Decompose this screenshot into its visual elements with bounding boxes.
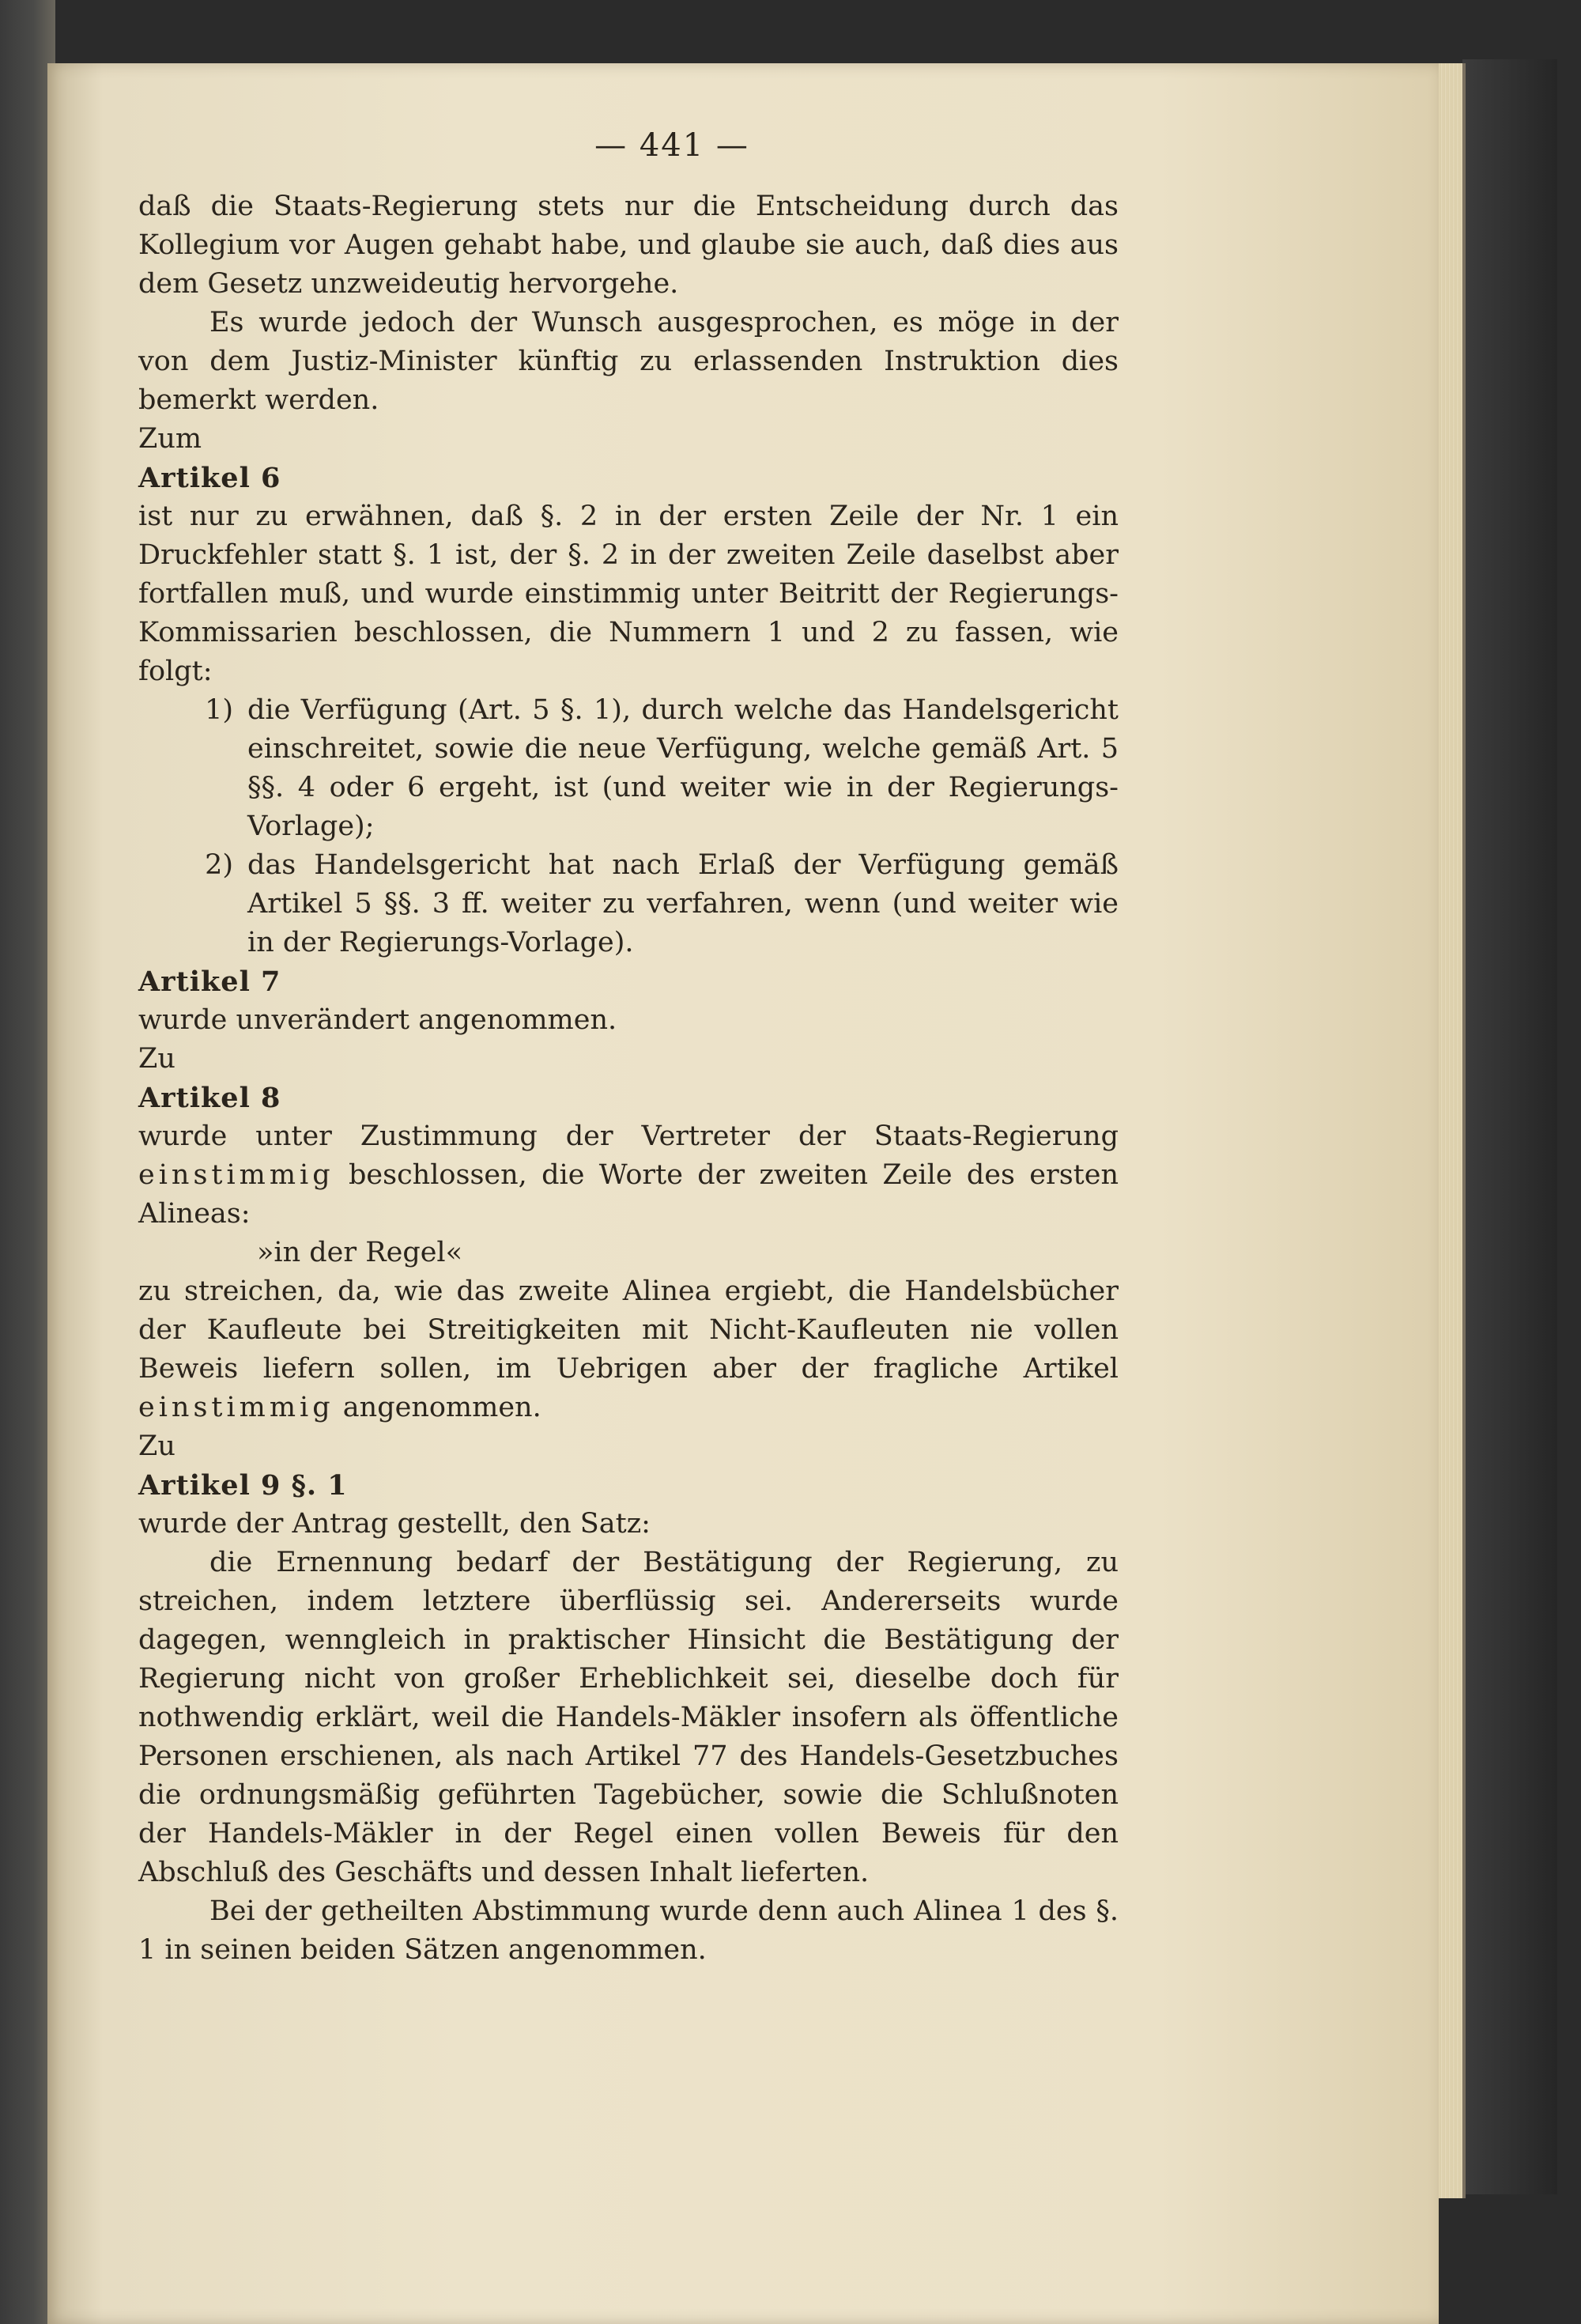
book-cover-edge — [1462, 59, 1557, 2194]
article-heading: Artikel 9 §. 1 — [138, 1469, 348, 1502]
paragraph: die Ernennung bedarf der Bestätigung der Regierung, zu streichen, indem letztere überflüssig sei. Andererseits wurde dagegen, wenngleich in praktischer Hinsicht die Bestätigung der Regierung nicht von großer Erheblichkeit sei, dieselbe doch für nothwendig erklärt, weil die Handels-Mäkler insofern als öffentliche Personen erschienen, als nach Artikel 77 des Handels-Gesetzbuches die ordnungsmäßig geführten Tagebücher, sowie die Schlußnoten der Handels-Mäkler in der Regel einen vollen Beweis für den Abschluß des Geschäfts und dessen Inhalt lieferten. — [138, 1547, 1119, 1888]
list-text: die Verfügung (Art. 5 §. 1), durch welche das Handelsgericht einschreitet, sowie die neue Verfügung, welche gemäß Art. 5 §§. 4 oder 6 ergeht, ist (und weiter wie in der Regierungs-Vorlage); — [247, 694, 1119, 842]
list-number: 1) — [205, 694, 233, 726]
text-run: beschlossen, die Worte der zweiten Zeile des ersten Alineas: — [138, 1159, 1119, 1230]
section-intro: Zu — [138, 1430, 175, 1462]
emphasis-text: einstimmig — [138, 1392, 334, 1423]
quotation: »in der Regel« — [257, 1237, 463, 1268]
emphasis-text: einstimmig — [138, 1159, 334, 1191]
page-text — [138, 127, 1119, 1970]
list-number: 2) — [205, 849, 233, 881]
list-item — [138, 846, 1119, 962]
text-run: zu streichen, da, wie das zweite Alinea ergiebt, die Handelsbücher der Kaufleute bei Streitigkeiten mit Nicht-Kaufleuten nie vollen Beweis liefern sollen, im Uebrigen aber der fragliche Artikel — [138, 1275, 1119, 1385]
list-text: das Handelsgericht hat nach Erlaß der Verfügung gemäß Artikel 5 §§. 3 ff. weiter zu verfahren, wenn (und weiter wie in der Regierungs-Vorlage). — [247, 849, 1119, 958]
article-heading: Artikel 6 — [138, 462, 281, 494]
paragraph: Bei der getheilten Abstimmung wurde denn auch Alinea 1 des §. 1 in seinen beiden Sätzen angenommen. — [138, 1895, 1119, 1966]
paragraph: ist nur zu erwähnen, daß §. 2 in der ersten Zeile der Nr. 1 ein Druckfehler statt §. 1 ist, der §. 2 in der zweiten Zeile daselbst aber fortfallen muß, und wurde einstimmig unter Beitritt der Regierungs-Kommissarien beschlossen, die Nummern 1 und 2 zu fassen, wie folgt: — [138, 501, 1119, 687]
list-item — [138, 691, 1119, 846]
paragraph — [138, 1272, 1119, 1427]
section-intro: Zu — [138, 1043, 175, 1075]
paragraph: wurde unverändert angenommen. — [138, 1004, 617, 1036]
page-number: — 441 — — [594, 127, 749, 164]
paragraph: Es wurde jedoch der Wunsch ausgesprochen, es möge in der von dem Justiz-Minister künftig zu erlassenden Instruktion dies bemerkt werden. — [138, 307, 1119, 416]
text-run: wurde unter Zustimmung der Vertreter der Staats-Regierung — [138, 1120, 1119, 1152]
article-heading: Artikel 7 — [138, 965, 281, 998]
paragraph: wurde der Antrag gestellt, den Satz: — [138, 1508, 651, 1540]
text-run: angenommen. — [342, 1392, 541, 1423]
paragraph: daß die Staats-Regierung stets nur die Entscheidung durch das Kollegium vor Augen gehabt habe, und glaube sie auch, daß dies aus dem Gesetz unzweideutig hervorgehe. — [138, 191, 1119, 300]
paragraph — [138, 1117, 1119, 1234]
article-heading: Artikel 8 — [138, 1082, 281, 1114]
section-intro: Zum — [138, 423, 202, 455]
